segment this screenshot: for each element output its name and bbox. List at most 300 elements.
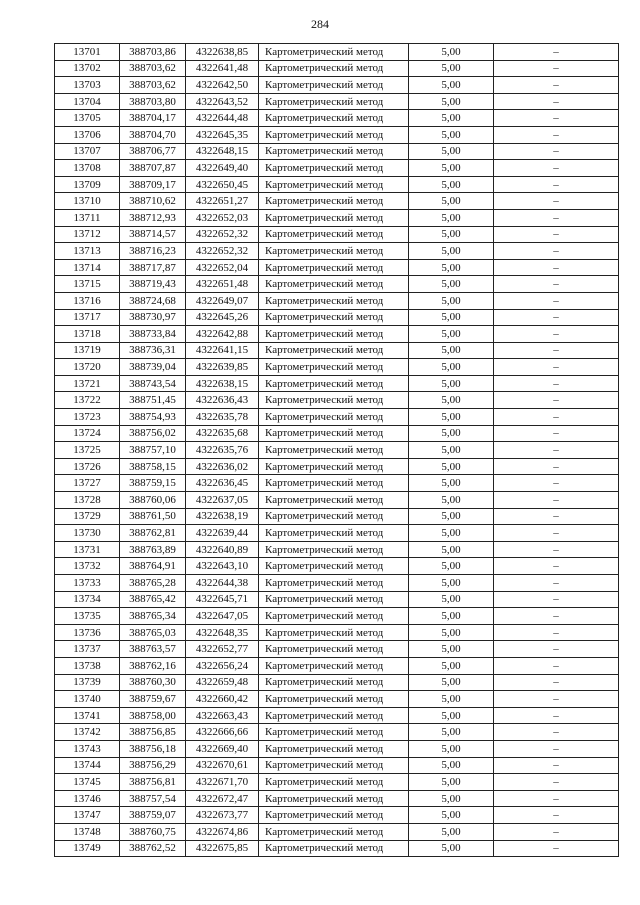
x-coordinate-cell: 388733,84 (120, 326, 186, 343)
x-coordinate-cell: 388758,15 (120, 458, 186, 475)
point-number-cell: 13712 (55, 226, 120, 243)
note-cell: – (494, 160, 619, 177)
x-coordinate-cell: 388765,34 (120, 608, 186, 625)
method-cell: Картометрический метод (259, 541, 409, 558)
method-cell: Картометрический метод (259, 44, 409, 61)
method-cell: Картометрический метод (259, 193, 409, 210)
x-coordinate-cell: 388743,54 (120, 375, 186, 392)
x-coordinate-cell: 388759,07 (120, 807, 186, 824)
table-row (55, 591, 619, 608)
table-row (55, 392, 619, 409)
table-row (55, 176, 619, 193)
y-coordinate-cell: 4322644,48 (186, 110, 259, 127)
point-number-cell: 13704 (55, 93, 120, 110)
method-cell: Картометрический метод (259, 691, 409, 708)
x-coordinate-cell: 388759,67 (120, 691, 186, 708)
y-coordinate-cell: 4322649,07 (186, 292, 259, 309)
method-cell: Картометрический метод (259, 657, 409, 674)
point-number-cell: 13724 (55, 425, 120, 442)
y-coordinate-cell: 4322652,03 (186, 209, 259, 226)
table-row (55, 840, 619, 857)
note-cell: – (494, 392, 619, 409)
table-row (55, 475, 619, 492)
accuracy-cell: 5,00 (409, 126, 494, 143)
x-coordinate-cell: 388765,28 (120, 575, 186, 592)
table-row (55, 657, 619, 674)
x-coordinate-cell: 388703,62 (120, 60, 186, 77)
y-coordinate-cell: 4322639,85 (186, 359, 259, 376)
accuracy-cell: 5,00 (409, 160, 494, 177)
note-cell: – (494, 774, 619, 791)
x-coordinate-cell: 388751,45 (120, 392, 186, 409)
point-number-cell: 13701 (55, 44, 120, 61)
method-cell: Картометрический метод (259, 774, 409, 791)
point-number-cell: 13713 (55, 243, 120, 260)
table-row (55, 823, 619, 840)
method-cell: Картометрический метод (259, 707, 409, 724)
method-cell: Картометрический метод (259, 425, 409, 442)
table-row (55, 409, 619, 426)
method-cell: Картометрический метод (259, 160, 409, 177)
table-row (55, 608, 619, 625)
table-row (55, 575, 619, 592)
accuracy-cell: 5,00 (409, 359, 494, 376)
method-cell: Картометрический метод (259, 442, 409, 459)
note-cell: – (494, 409, 619, 426)
x-coordinate-cell: 388756,29 (120, 757, 186, 774)
accuracy-cell: 5,00 (409, 193, 494, 210)
table-row (55, 93, 619, 110)
y-coordinate-cell: 4322640,89 (186, 541, 259, 558)
x-coordinate-cell: 388765,42 (120, 591, 186, 608)
point-number-cell: 13733 (55, 575, 120, 592)
y-coordinate-cell: 4322641,15 (186, 342, 259, 359)
note-cell: – (494, 425, 619, 442)
point-number-cell: 13728 (55, 492, 120, 509)
method-cell: Картометрический метод (259, 126, 409, 143)
note-cell: – (494, 259, 619, 276)
note-cell: – (494, 292, 619, 309)
accuracy-cell: 5,00 (409, 492, 494, 509)
point-number-cell: 13717 (55, 309, 120, 326)
x-coordinate-cell: 388760,75 (120, 823, 186, 840)
method-cell: Картометрический метод (259, 840, 409, 857)
accuracy-cell: 5,00 (409, 342, 494, 359)
point-number-cell: 13721 (55, 375, 120, 392)
method-cell: Картометрический метод (259, 276, 409, 293)
x-coordinate-cell: 388763,57 (120, 641, 186, 658)
accuracy-cell: 5,00 (409, 840, 494, 857)
table-row (55, 757, 619, 774)
table-row (55, 209, 619, 226)
accuracy-cell: 5,00 (409, 93, 494, 110)
accuracy-cell: 5,00 (409, 209, 494, 226)
method-cell: Картометрический метод (259, 591, 409, 608)
note-cell: – (494, 624, 619, 641)
x-coordinate-cell: 388757,54 (120, 790, 186, 807)
method-cell: Картометрический метод (259, 375, 409, 392)
note-cell: – (494, 44, 619, 61)
point-number-cell: 13705 (55, 110, 120, 127)
accuracy-cell: 5,00 (409, 641, 494, 658)
accuracy-cell: 5,00 (409, 691, 494, 708)
x-coordinate-cell: 388704,70 (120, 126, 186, 143)
table-row (55, 143, 619, 160)
accuracy-cell: 5,00 (409, 442, 494, 459)
x-coordinate-cell: 388707,87 (120, 160, 186, 177)
x-coordinate-cell: 388762,81 (120, 525, 186, 542)
accuracy-cell: 5,00 (409, 326, 494, 343)
point-number-cell: 13725 (55, 442, 120, 459)
point-number-cell: 13729 (55, 508, 120, 525)
x-coordinate-cell: 388760,06 (120, 492, 186, 509)
point-number-cell: 13707 (55, 143, 120, 160)
accuracy-cell: 5,00 (409, 375, 494, 392)
y-coordinate-cell: 4322647,05 (186, 608, 259, 625)
coordinates-table-body (55, 44, 619, 857)
note-cell: – (494, 740, 619, 757)
point-number-cell: 13703 (55, 77, 120, 94)
method-cell: Картометрический метод (259, 226, 409, 243)
note-cell: – (494, 558, 619, 575)
accuracy-cell: 5,00 (409, 458, 494, 475)
point-number-cell: 13736 (55, 624, 120, 641)
accuracy-cell: 5,00 (409, 624, 494, 641)
note-cell: – (494, 458, 619, 475)
table-row (55, 492, 619, 509)
accuracy-cell: 5,00 (409, 226, 494, 243)
note-cell: – (494, 309, 619, 326)
y-coordinate-cell: 4322645,35 (186, 126, 259, 143)
method-cell: Картометрический метод (259, 475, 409, 492)
point-number-cell: 13747 (55, 807, 120, 824)
x-coordinate-cell: 388709,17 (120, 176, 186, 193)
point-number-cell: 13708 (55, 160, 120, 177)
table-row (55, 541, 619, 558)
note-cell: – (494, 110, 619, 127)
y-coordinate-cell: 4322656,24 (186, 657, 259, 674)
y-coordinate-cell: 4322648,15 (186, 143, 259, 160)
note-cell: – (494, 591, 619, 608)
x-coordinate-cell: 388724,68 (120, 292, 186, 309)
method-cell: Картометрический метод (259, 608, 409, 625)
method-cell: Картометрический метод (259, 60, 409, 77)
accuracy-cell: 5,00 (409, 276, 494, 293)
note-cell: – (494, 790, 619, 807)
x-coordinate-cell: 388730,97 (120, 309, 186, 326)
accuracy-cell: 5,00 (409, 309, 494, 326)
note-cell: – (494, 541, 619, 558)
table-row (55, 193, 619, 210)
table-row (55, 44, 619, 61)
x-coordinate-cell: 388762,52 (120, 840, 186, 857)
note-cell: – (494, 707, 619, 724)
table-row (55, 707, 619, 724)
accuracy-cell: 5,00 (409, 60, 494, 77)
table-row (55, 790, 619, 807)
x-coordinate-cell: 388756,02 (120, 425, 186, 442)
x-coordinate-cell: 388761,50 (120, 508, 186, 525)
method-cell: Картометрический метод (259, 342, 409, 359)
accuracy-cell: 5,00 (409, 292, 494, 309)
point-number-cell: 13711 (55, 209, 120, 226)
accuracy-cell: 5,00 (409, 425, 494, 442)
x-coordinate-cell: 388759,15 (120, 475, 186, 492)
method-cell: Картометрический метод (259, 641, 409, 658)
point-number-cell: 13730 (55, 525, 120, 542)
point-number-cell: 13738 (55, 657, 120, 674)
y-coordinate-cell: 4322636,45 (186, 475, 259, 492)
x-coordinate-cell: 388760,30 (120, 674, 186, 691)
point-number-cell: 13731 (55, 541, 120, 558)
point-number-cell: 13716 (55, 292, 120, 309)
method-cell: Картометрический метод (259, 409, 409, 426)
y-coordinate-cell: 4322670,61 (186, 757, 259, 774)
y-coordinate-cell: 4322638,15 (186, 375, 259, 392)
method-cell: Картометрический метод (259, 757, 409, 774)
method-cell: Картометрический метод (259, 110, 409, 127)
x-coordinate-cell: 388704,17 (120, 110, 186, 127)
point-number-cell: 13735 (55, 608, 120, 625)
note-cell: – (494, 176, 619, 193)
x-coordinate-cell: 388710,62 (120, 193, 186, 210)
table-row (55, 774, 619, 791)
point-number-cell: 13737 (55, 641, 120, 658)
method-cell: Картометрический метод (259, 259, 409, 276)
table-row (55, 807, 619, 824)
y-coordinate-cell: 4322649,40 (186, 160, 259, 177)
point-number-cell: 13740 (55, 691, 120, 708)
y-coordinate-cell: 4322643,10 (186, 558, 259, 575)
note-cell: – (494, 492, 619, 509)
table-row (55, 508, 619, 525)
x-coordinate-cell: 388703,62 (120, 77, 186, 94)
accuracy-cell: 5,00 (409, 392, 494, 409)
method-cell: Картометрический метод (259, 392, 409, 409)
y-coordinate-cell: 4322675,85 (186, 840, 259, 857)
method-cell: Картометрический метод (259, 724, 409, 741)
note-cell: – (494, 126, 619, 143)
x-coordinate-cell: 388703,86 (120, 44, 186, 61)
method-cell: Картометрический метод (259, 674, 409, 691)
y-coordinate-cell: 4322643,52 (186, 93, 259, 110)
note-cell: – (494, 93, 619, 110)
method-cell: Картометрический метод (259, 176, 409, 193)
point-number-cell: 13702 (55, 60, 120, 77)
note-cell: – (494, 375, 619, 392)
y-coordinate-cell: 4322635,78 (186, 409, 259, 426)
note-cell: – (494, 757, 619, 774)
table-row (55, 160, 619, 177)
table-row (55, 243, 619, 260)
method-cell: Картометрический метод (259, 359, 409, 376)
note-cell: – (494, 475, 619, 492)
y-coordinate-cell: 4322669,40 (186, 740, 259, 757)
method-cell: Картометрический метод (259, 309, 409, 326)
table-row (55, 77, 619, 94)
note-cell: – (494, 691, 619, 708)
method-cell: Картометрический метод (259, 492, 409, 509)
x-coordinate-cell: 388712,93 (120, 209, 186, 226)
note-cell: – (494, 823, 619, 840)
table-row (55, 740, 619, 757)
note-cell: – (494, 359, 619, 376)
table-row (55, 309, 619, 326)
y-coordinate-cell: 4322639,44 (186, 525, 259, 542)
method-cell: Картометрический метод (259, 292, 409, 309)
x-coordinate-cell: 388765,03 (120, 624, 186, 641)
note-cell: – (494, 60, 619, 77)
accuracy-cell: 5,00 (409, 608, 494, 625)
accuracy-cell: 5,00 (409, 558, 494, 575)
table-row (55, 442, 619, 459)
table-row (55, 110, 619, 127)
method-cell: Картометрический метод (259, 243, 409, 260)
accuracy-cell: 5,00 (409, 724, 494, 741)
method-cell: Картометрический метод (259, 77, 409, 94)
y-coordinate-cell: 4322651,27 (186, 193, 259, 210)
y-coordinate-cell: 4322642,50 (186, 77, 259, 94)
note-cell: – (494, 724, 619, 741)
point-number-cell: 13719 (55, 342, 120, 359)
table-row (55, 60, 619, 77)
table-row (55, 691, 619, 708)
accuracy-cell: 5,00 (409, 575, 494, 592)
note-cell: – (494, 525, 619, 542)
point-number-cell: 13745 (55, 774, 120, 791)
method-cell: Картометрический метод (259, 209, 409, 226)
y-coordinate-cell: 4322663,43 (186, 707, 259, 724)
y-coordinate-cell: 4322651,48 (186, 276, 259, 293)
x-coordinate-cell: 388717,87 (120, 259, 186, 276)
y-coordinate-cell: 4322672,47 (186, 790, 259, 807)
method-cell: Картометрический метод (259, 458, 409, 475)
accuracy-cell: 5,00 (409, 259, 494, 276)
point-number-cell: 13743 (55, 740, 120, 757)
accuracy-cell: 5,00 (409, 508, 494, 525)
y-coordinate-cell: 4322666,66 (186, 724, 259, 741)
x-coordinate-cell: 388714,57 (120, 226, 186, 243)
accuracy-cell: 5,00 (409, 110, 494, 127)
x-coordinate-cell: 388736,31 (120, 342, 186, 359)
method-cell: Картометрический метод (259, 790, 409, 807)
table-row (55, 342, 619, 359)
x-coordinate-cell: 388757,10 (120, 442, 186, 459)
note-cell: – (494, 226, 619, 243)
accuracy-cell: 5,00 (409, 77, 494, 94)
accuracy-cell: 5,00 (409, 790, 494, 807)
accuracy-cell: 5,00 (409, 409, 494, 426)
note-cell: – (494, 276, 619, 293)
note-cell: – (494, 77, 619, 94)
table-row (55, 674, 619, 691)
point-number-cell: 13732 (55, 558, 120, 575)
y-coordinate-cell: 4322652,04 (186, 259, 259, 276)
y-coordinate-cell: 4322638,19 (186, 508, 259, 525)
y-coordinate-cell: 4322652,77 (186, 641, 259, 658)
accuracy-cell: 5,00 (409, 657, 494, 674)
y-coordinate-cell: 4322645,26 (186, 309, 259, 326)
x-coordinate-cell: 388762,16 (120, 657, 186, 674)
y-coordinate-cell: 4322644,38 (186, 575, 259, 592)
table-row (55, 458, 619, 475)
accuracy-cell: 5,00 (409, 740, 494, 757)
table-row (55, 359, 619, 376)
method-cell: Картометрический метод (259, 624, 409, 641)
accuracy-cell: 5,00 (409, 807, 494, 824)
accuracy-cell: 5,00 (409, 541, 494, 558)
y-coordinate-cell: 4322660,42 (186, 691, 259, 708)
point-number-cell: 13709 (55, 176, 120, 193)
note-cell: – (494, 342, 619, 359)
y-coordinate-cell: 4322652,32 (186, 243, 259, 260)
x-coordinate-cell: 388706,77 (120, 143, 186, 160)
method-cell: Картометрический метод (259, 326, 409, 343)
method-cell: Картометрический метод (259, 525, 409, 542)
accuracy-cell: 5,00 (409, 143, 494, 160)
x-coordinate-cell: 388754,93 (120, 409, 186, 426)
method-cell: Картометрический метод (259, 558, 409, 575)
table-row (55, 624, 619, 641)
x-coordinate-cell: 388739,04 (120, 359, 186, 376)
table-row (55, 525, 619, 542)
accuracy-cell: 5,00 (409, 176, 494, 193)
accuracy-cell: 5,00 (409, 475, 494, 492)
table-row (55, 641, 619, 658)
table-row (55, 724, 619, 741)
point-number-cell: 13722 (55, 392, 120, 409)
x-coordinate-cell: 388763,89 (120, 541, 186, 558)
point-number-cell: 13746 (55, 790, 120, 807)
accuracy-cell: 5,00 (409, 774, 494, 791)
point-number-cell: 13715 (55, 276, 120, 293)
x-coordinate-cell: 388756,81 (120, 774, 186, 791)
method-cell: Картометрический метод (259, 823, 409, 840)
method-cell: Картометрический метод (259, 575, 409, 592)
x-coordinate-cell: 388764,91 (120, 558, 186, 575)
accuracy-cell: 5,00 (409, 674, 494, 691)
y-coordinate-cell: 4322650,45 (186, 176, 259, 193)
method-cell: Картометрический метод (259, 807, 409, 824)
table-row (55, 425, 619, 442)
accuracy-cell: 5,00 (409, 243, 494, 260)
x-coordinate-cell: 388719,43 (120, 276, 186, 293)
page-number: 284 (311, 17, 329, 31)
note-cell: – (494, 807, 619, 824)
note-cell: – (494, 641, 619, 658)
accuracy-cell: 5,00 (409, 757, 494, 774)
x-coordinate-cell: 388758,00 (120, 707, 186, 724)
point-number-cell: 13714 (55, 259, 120, 276)
y-coordinate-cell: 4322635,76 (186, 442, 259, 459)
table-row (55, 126, 619, 143)
y-coordinate-cell: 4322648,35 (186, 624, 259, 641)
point-number-cell: 13748 (55, 823, 120, 840)
note-cell: – (494, 840, 619, 857)
point-number-cell: 13718 (55, 326, 120, 343)
table-row (55, 226, 619, 243)
y-coordinate-cell: 4322659,48 (186, 674, 259, 691)
point-number-cell: 13706 (55, 126, 120, 143)
note-cell: – (494, 674, 619, 691)
note-cell: – (494, 442, 619, 459)
note-cell: – (494, 209, 619, 226)
y-coordinate-cell: 4322642,88 (186, 326, 259, 343)
note-cell: – (494, 508, 619, 525)
y-coordinate-cell: 4322641,48 (186, 60, 259, 77)
accuracy-cell: 5,00 (409, 707, 494, 724)
y-coordinate-cell: 4322671,70 (186, 774, 259, 791)
